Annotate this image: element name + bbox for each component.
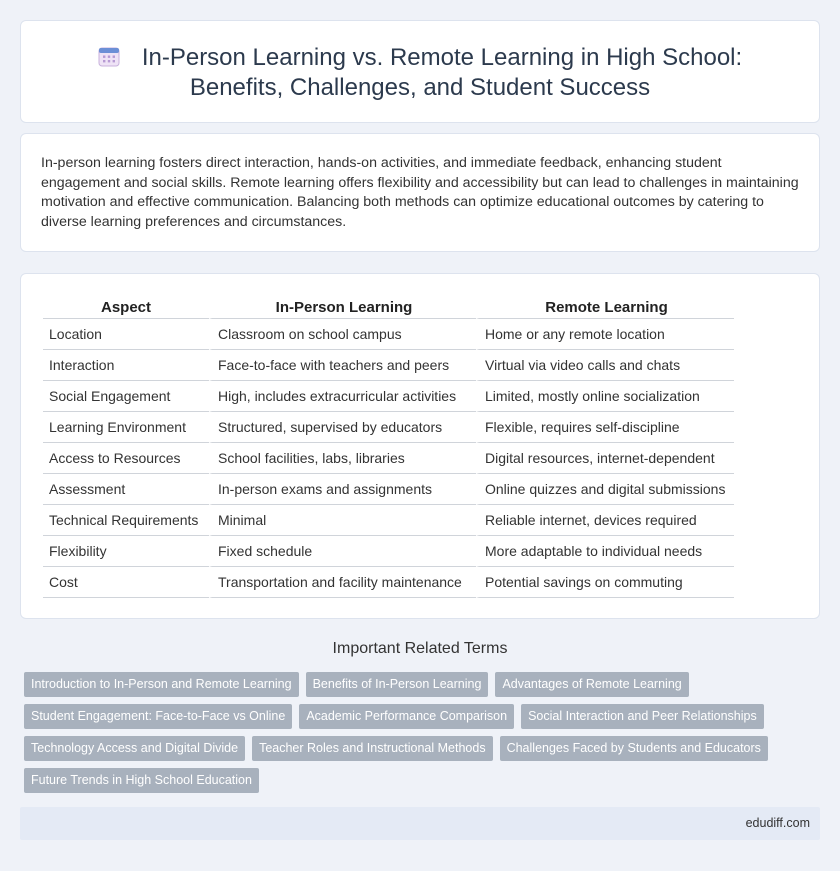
table-cell: Virtual via video calls and chats	[476, 350, 734, 381]
related-term-tag[interactable]: Advantages of Remote Learning	[495, 672, 688, 697]
table-cell: Face-to-face with teachers and peers	[209, 350, 476, 381]
related-terms-title: Important Related Terms	[332, 640, 508, 657]
table-cell: High, includes extracurricular activities	[209, 381, 476, 412]
table-cell: Transportation and facility maintenance	[209, 567, 476, 598]
table-cell: Location	[43, 319, 209, 350]
comparison-table	[43, 297, 734, 598]
related-terms-list	[24, 672, 804, 800]
table-row	[43, 350, 734, 381]
table-cell: Assessment	[43, 474, 209, 505]
table-row	[43, 505, 734, 536]
page-title-wrap	[51, 43, 789, 103]
table-cell: Classroom on school campus	[209, 319, 476, 350]
table-cell: Digital resources, internet-dependent	[476, 443, 734, 474]
table-cell: More adaptable to individual needs	[476, 536, 734, 567]
header-remote: Remote Learning	[476, 297, 734, 319]
related-term-tag[interactable]: Challenges Faced by Students and Educators	[500, 736, 768, 761]
related-term-tag[interactable]: Teacher Roles and Instructional Methods	[252, 736, 493, 761]
related-term-tag[interactable]: Benefits of In-Person Learning	[306, 672, 489, 697]
summary-card	[20, 133, 820, 252]
table-cell: Flexibility	[43, 536, 209, 567]
tag-row	[24, 768, 804, 800]
tag-row	[24, 672, 804, 704]
related-term-tag[interactable]: Student Engagement: Face-to-Face vs Online	[24, 704, 292, 729]
table-cell: Minimal	[209, 505, 476, 536]
table-cell: Interaction	[43, 350, 209, 381]
table-cell: School facilities, labs, libraries	[209, 443, 476, 474]
table-cell: Limited, mostly online socialization	[476, 381, 734, 412]
table-cell: Fixed schedule	[209, 536, 476, 567]
table-row	[43, 412, 734, 443]
tag-row	[24, 704, 804, 736]
table-cell: Social Engagement	[43, 381, 209, 412]
title-card	[20, 20, 820, 123]
table-cell: In-person exams and assignments	[209, 474, 476, 505]
table-cell: Online quizzes and digital submissions	[476, 474, 734, 505]
header-aspect: Aspect	[43, 297, 209, 319]
summary-text: In-person learning fosters direct interaction, hands-on activities, and immediate feedback, enhancing student engagement and social skills. Remote learning offers flexibility and accessibility but can lead to challenges in maintaining motivation and effective communication. Balancing both methods can optimize educational outcomes by catering to diverse learning preferences and circumstances.	[41, 155, 799, 230]
tag-row	[24, 736, 804, 768]
table-cell: Home or any remote location	[476, 319, 734, 350]
related-term-tag[interactable]: Introduction to In-Person and Remote Learning	[24, 672, 299, 697]
table-row	[43, 443, 734, 474]
table-cell: Structured, supervised by educators	[209, 412, 476, 443]
related-term-tag[interactable]: Technology Access and Digital Divide	[24, 736, 245, 761]
related-term-tag[interactable]: Academic Performance Comparison	[299, 704, 514, 729]
footer-site: edudiff.com	[745, 816, 810, 830]
table-cell: Flexible, requires self-discipline	[476, 412, 734, 443]
table-cell: Potential savings on commuting	[476, 567, 734, 598]
table-cell: Learning Environment	[43, 412, 209, 443]
related-term-tag[interactable]: Social Interaction and Peer Relationships	[521, 704, 764, 729]
table-header-row	[43, 297, 734, 319]
table-cell: Technical Requirements	[43, 505, 209, 536]
related-term-tag[interactable]: Future Trends in High School Education	[24, 768, 259, 793]
table-cell: Reliable internet, devices required	[476, 505, 734, 536]
footer	[20, 807, 820, 840]
comparison-table-card	[20, 273, 820, 619]
table-row	[43, 536, 734, 567]
table-row	[43, 319, 734, 350]
calendar-icon	[98, 45, 120, 67]
header-in-person: In-Person Learning	[209, 297, 476, 319]
table-cell: Cost	[43, 567, 209, 598]
table-cell: Access to Resources	[43, 443, 209, 474]
table-row	[43, 567, 734, 598]
table-row	[43, 474, 734, 505]
page-title: In-Person Learning vs. Remote Learning in High School: Benefits, Challenges, and Student Success	[141, 44, 743, 101]
table-row	[43, 381, 734, 412]
